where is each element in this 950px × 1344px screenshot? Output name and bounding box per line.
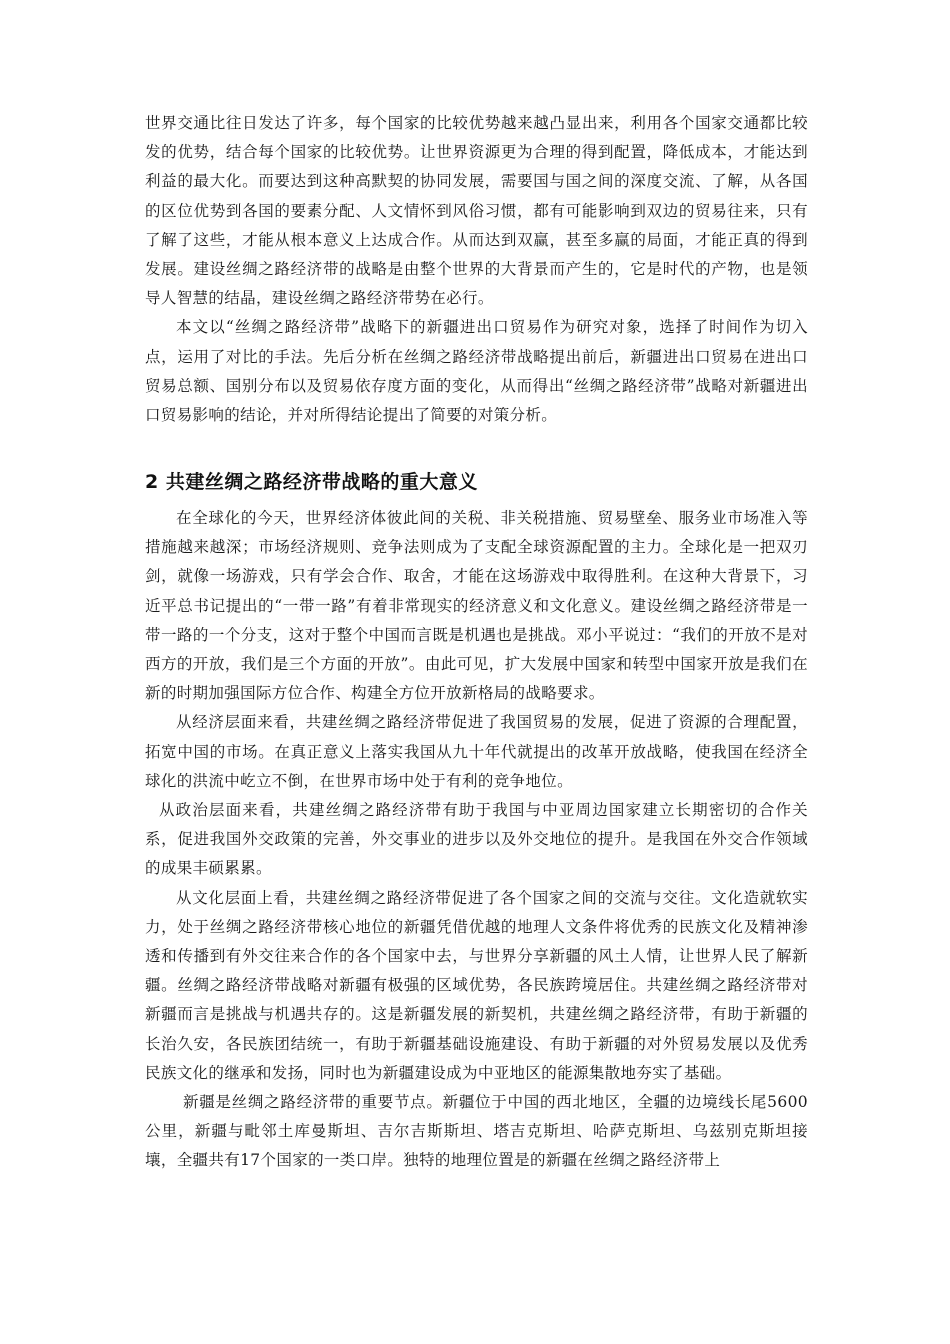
section-body bbox=[145, 504, 808, 1176]
section-paragraph-1: 在全球化的今天，世界经济体彼此间的关税、非关税措施、贸易壁垒、服务业市场准入等措施越来越深；市场经济规则、竞争法则成为了支配全球资源配置的主力。全球化是一把双刃剑，就像一场游戏，只有学会合作、取舍，才能在这场游戏中取得胜利。在这种大背景下，习近平总书记提出的“一带一路”有着非常现实的经济意义和文化意义。建设丝绸之路经济带是一带一路的一个分支，这对于整个中国而言既是机遇也是挑战。邓小平说过：“我们的开放不是对西方的开放，我们是三个方面的开放”。由此可见，扩大发展中国家和转型中国家开放是我们在新的时期加强国际方位合作、构建全方位开放新格局的战略要求。 bbox=[145, 509, 808, 703]
section-paragraph-2: 从经济层面来看，共建丝绸之路经济带促进了我国贸易的发展，促进了资源的合理配置，拓宽中国的市场。在真正意义上落实我国从九十年代就提出的改革开放战略，使我国在经济全球化的洪流中屹立不倒，在世界市场中处于有利的竞争地位。 bbox=[145, 713, 808, 790]
section-paragraph-5: 新疆是丝绸之路经济带的重要节点。新疆位于中国的西北地区，全疆的边境线长尾5600公里，新疆与毗邻土库曼斯坦、吉尔吉斯斯坦、塔吉克斯坦、哈萨克斯坦、乌兹别克斯坦接壤，全疆共有17个国家的一类口岸。独特的地理位置是的新疆在丝绸之路经济带上 bbox=[145, 1093, 808, 1170]
section-paragraph-4: 从文化层面上看，共建丝绸之路经济带促进了各个国家之间的交流与交往。文化造就软实力，处于丝绸之路经济带核心地位的新疆凭借优越的地理人文条件将优秀的民族文化及精神渗透和传播到有外交往来合作的各个国家中去，与世界分享新疆的风土人情，让世界人民了解新疆。丝绸之路经济带战略对新疆有极强的区域优势，各民族跨境居住。共建丝绸之路经济带对新疆而言是挑战与机遇共存的。这是新疆发展的新契机，共建丝绸之路经济带，有助于新疆的长治久安，各民族团结统一，有助于新疆基础设施建设、有助于新疆的对外贸易发展以及优秀民族文化的继承和发扬，同时也为新疆建设成为中亚地区的能源集散地夯实了基础。 bbox=[145, 888, 808, 1082]
intro-paragraph-2: 本文以“丝绸之路经济带”战略下的新疆进出口贸易作为研究对象，选择了时间作为切入点，运用了对比的手法。先后分析在丝绸之路经济带战略提出前后，新疆进出口贸易在进出口贸易总额、国别分布以及贸易依存度方面的变化，从而得出“丝绸之路经济带”战略对新疆进出口贸易影响的结论，并对所得结论提出了简要的对策分析。 bbox=[145, 318, 808, 425]
section-paragraph-3: 从政治层面来看，共建丝绸之路经济带有助于我国与中亚周边国家建立长期密切的合作关系，促进我国外交政策的完善，外交事业的进步以及外交地位的提升。是我国在外交合作领域的成果丰硕累累。 bbox=[145, 801, 808, 878]
section-heading: 2 共建丝绸之路经济带战略的重大意义 bbox=[145, 471, 478, 493]
intro-section bbox=[145, 109, 808, 430]
intro-paragraph-1: 世界交通比往日发达了许多，每个国家的比较优势越来越凸显出来，利用各个国家交通都比较发的优势，结合每个国家的比较优势。让世界资源更为合理的得到配置，降低成本，才能达到利益的最大化。而要达到这种高默契的协同发展，需要国与国之间的深度交流、了解，从各国的区位优势到各国的要素分配、人文情怀到风俗习惯，都有可能影响到双边的贸易往来，只有了解了这些，才能从根本意义上达成合作。从而达到双赢，甚至多赢的局面，才能正真的得到发展。建设丝绸之路经济带的战略是由整个世界的大背景而产生的，它是时代的产物，也是领导人智慧的结晶，建设丝绸之路经济带势在必行。 bbox=[145, 114, 808, 308]
